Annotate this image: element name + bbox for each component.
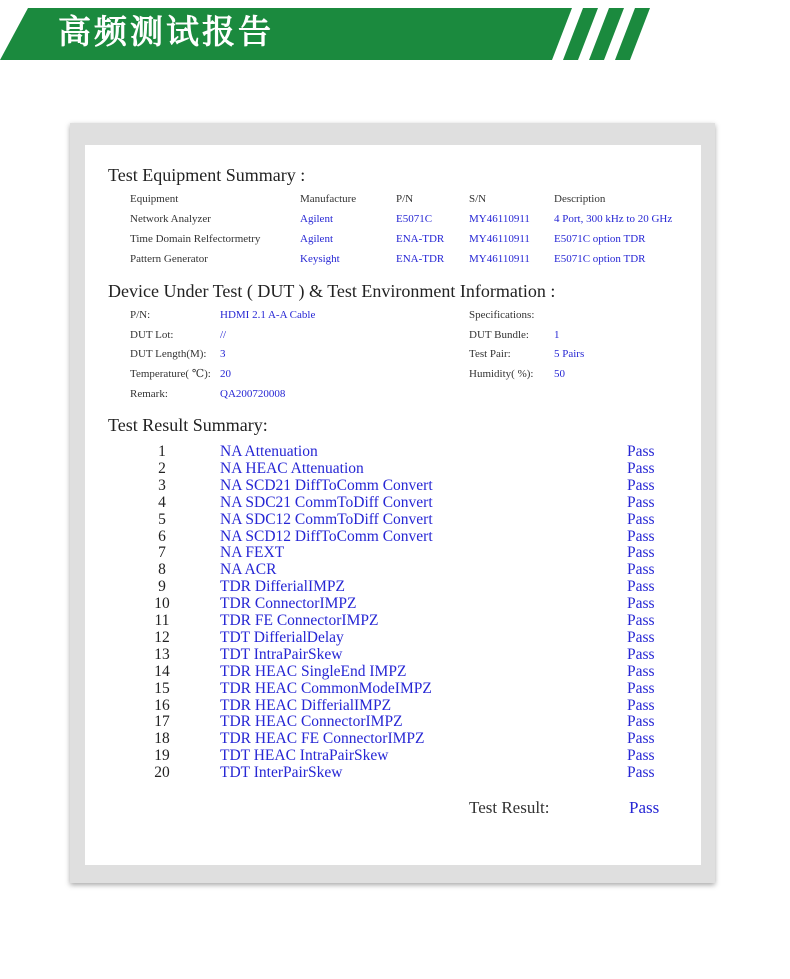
equipment-row-3-sn: MY46110911 xyxy=(469,253,530,265)
result-number: 16 xyxy=(154,696,170,714)
result-test-name: TDR HEAC CommonModeIMPZ xyxy=(220,679,432,697)
result-number: 14 xyxy=(154,662,170,680)
result-test-name: NA FEXT xyxy=(220,544,285,562)
dut-temperature-value: 20 xyxy=(220,368,231,380)
result-status: Pass xyxy=(627,476,655,494)
result-test-name: TDT IntraPairSkew xyxy=(220,645,343,663)
equipment-row-2-sn: MY46110911 xyxy=(469,233,530,245)
result-number: 18 xyxy=(154,730,170,748)
result-number: 3 xyxy=(158,476,166,494)
result-test-name: NA Attenuation xyxy=(220,443,318,460)
result-number: 20 xyxy=(154,764,170,782)
result-status: Pass xyxy=(627,696,655,714)
result-status: Pass xyxy=(627,544,655,562)
result-number: 4 xyxy=(158,493,166,511)
dut-spec-label: Specifications: xyxy=(469,309,535,321)
dut-humidity-value: 50 xyxy=(554,368,565,380)
result-test-name: NA SCD12 DiffToComm Convert xyxy=(220,527,433,545)
result-number: 19 xyxy=(154,747,170,765)
dut-lot-label: DUT Lot: xyxy=(130,329,174,341)
results-section-title: Test Result Summary: xyxy=(108,415,268,435)
equipment-row-2-manufacture: Agilent xyxy=(300,233,333,245)
result-number: 1 xyxy=(158,443,166,460)
result-number: 7 xyxy=(158,544,166,562)
dut-pn-label: P/N: xyxy=(130,309,151,321)
equipment-row-2-description: E5071C option TDR xyxy=(554,233,646,245)
result-status: Pass xyxy=(627,459,655,477)
result-number: 9 xyxy=(158,578,166,596)
result-test-name: TDR FE ConnectorIMPZ xyxy=(220,612,379,629)
equipment-col-description: Description xyxy=(554,193,606,205)
final-result-label: Test Result: xyxy=(469,798,550,817)
result-test-name: TDR HEAC SingleEnd IMPZ xyxy=(220,662,407,680)
dut-lot-value: // xyxy=(220,329,227,341)
result-status: Pass xyxy=(627,645,655,663)
equipment-row-2-pn: ENA-TDR xyxy=(396,233,445,245)
equipment-row-1-name: Network Analyzer xyxy=(130,213,211,225)
dut-pair-value: 5 Pairs xyxy=(554,348,585,360)
result-status: Pass xyxy=(627,713,655,731)
result-test-name: NA SDC12 CommToDiff Convert xyxy=(220,510,433,528)
dut-length-value: 3 xyxy=(220,348,226,360)
equipment-row-3-manufacture: Keysight xyxy=(300,253,340,265)
result-status: Pass xyxy=(627,561,655,579)
result-status: Pass xyxy=(627,662,655,680)
result-number: 10 xyxy=(154,595,170,613)
dut-humidity-label: Humidity( %): xyxy=(469,368,534,380)
equipment-col-manufacture: Manufacture xyxy=(300,193,357,205)
result-number: 17 xyxy=(154,713,170,731)
result-number: 12 xyxy=(154,628,170,646)
equipment-row-2-name: Time Domain Relfectormetry xyxy=(130,233,261,245)
equipment-row-1-pn: E5071C xyxy=(396,213,433,225)
result-status: Pass xyxy=(627,730,655,748)
result-number: 13 xyxy=(154,645,170,663)
final-result-value: Pass xyxy=(629,798,660,817)
result-number: 5 xyxy=(158,510,166,528)
result-status: Pass xyxy=(627,628,655,646)
result-test-name: NA SCD21 DiffToComm Convert xyxy=(220,476,433,494)
dut-pair-label: Test Pair: xyxy=(469,348,511,360)
equipment-row-3-pn: ENA-TDR xyxy=(396,253,445,265)
result-test-name: TDR ConnectorIMPZ xyxy=(220,595,357,613)
result-test-name: TDR HEAC DifferialIMPZ xyxy=(220,696,392,714)
result-number: 11 xyxy=(154,612,170,629)
result-status: Pass xyxy=(627,764,655,782)
equipment-row-1-sn: MY46110911 xyxy=(469,213,530,225)
result-status: Pass xyxy=(627,612,655,629)
result-test-name: TDR HEAC ConnectorIMPZ xyxy=(220,713,403,731)
equipment-row-1-manufacture: Agilent xyxy=(300,213,333,225)
result-test-name: TDT InterPairSkew xyxy=(220,764,343,782)
equipment-row-1-description: 4 Port, 300 kHz to 20 GHz xyxy=(554,213,673,225)
result-status: Pass xyxy=(627,527,655,545)
equipment-col-sn: S/N xyxy=(469,193,487,205)
result-test-name: TDT DifferialDelay xyxy=(220,628,344,646)
result-status: Pass xyxy=(627,510,655,528)
result-number: 2 xyxy=(158,459,166,477)
dut-section-title: Device Under Test ( DUT ) & Test Environment Information : xyxy=(108,281,556,301)
report-frame xyxy=(70,123,715,883)
result-test-name: TDR HEAC FE ConnectorIMPZ xyxy=(220,730,425,748)
result-status: Pass xyxy=(627,443,655,460)
result-test-name: NA ACR xyxy=(220,561,277,579)
dut-pn-value: HDMI 2.1 A-A Cable xyxy=(220,309,316,321)
result-status: Pass xyxy=(627,578,655,596)
dut-remark-label: Remark: xyxy=(130,388,168,400)
result-status: Pass xyxy=(627,679,655,697)
dut-bundle-value: 1 xyxy=(554,329,560,341)
equipment-col-equipment: Equipment xyxy=(130,193,179,205)
page-title: 高频测试报告 xyxy=(58,12,274,51)
header-banner xyxy=(0,0,790,60)
result-test-name: NA HEAC Attenuation xyxy=(220,459,364,477)
result-number: 15 xyxy=(154,679,170,697)
result-test-name: NA SDC21 CommToDiff Convert xyxy=(220,493,433,511)
result-status: Pass xyxy=(627,747,655,765)
result-number: 6 xyxy=(158,527,166,545)
result-test-name: TDT HEAC IntraPairSkew xyxy=(220,747,389,765)
report-paper xyxy=(85,145,701,865)
result-number: 8 xyxy=(158,561,166,579)
dut-temperature-label: Temperature( ℃): xyxy=(130,368,211,380)
equipment-row-3-description: E5071C option TDR xyxy=(554,253,646,265)
result-status: Pass xyxy=(627,493,655,511)
result-test-name: TDR DifferialIMPZ xyxy=(220,578,345,596)
dut-bundle-label: DUT Bundle: xyxy=(469,329,529,341)
equipment-row-3-name: Pattern Generator xyxy=(130,253,208,265)
dut-length-label: DUT Length(M): xyxy=(130,348,207,360)
equipment-col-pn: P/N xyxy=(396,193,414,205)
dut-remark-value: QA200720008 xyxy=(220,388,286,400)
equipment-section-title: Test Equipment Summary : xyxy=(108,165,306,185)
result-status: Pass xyxy=(627,595,655,613)
